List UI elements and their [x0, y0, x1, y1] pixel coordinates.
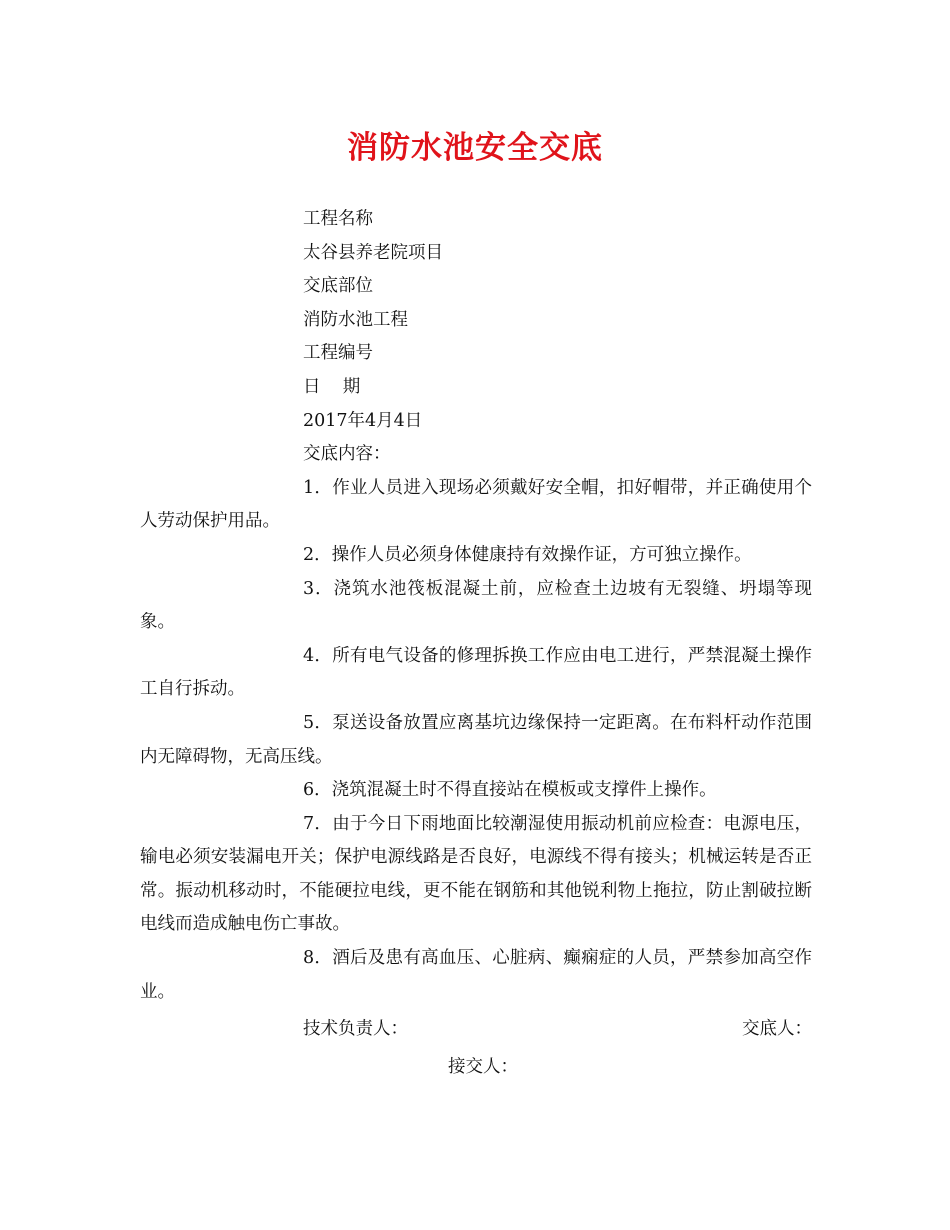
signature-receiver: 接交人：: [448, 1056, 518, 1077]
item-8: 8．酒后及患有高血压、心脏病、癫痫症的人员，严禁参加高空作业。: [140, 948, 812, 1002]
field-project-name-value: 太谷县养老院项目: [303, 242, 443, 263]
signature-row: [140, 1013, 812, 1047]
field-project-name-label: 工程名称: [303, 209, 373, 229]
item-7: 7．由于今日下雨地面比较潮湿使用振动机前应检查：电源电压，输电必须安装漏电开关；保护电源线路是否良好，电源线不得有接头；机械运转是否正常。振动机移动时，不能硬拉电线，更不能在钢筋和其他锐利物上拖拉，防止割破拉断电线而造成触电伤亡事故。: [140, 813, 812, 935]
item-5: 5．泵送设备放置应离基坑边缘保持一定距离。在布料杆动作范围内无障碍物，无高压线。: [140, 712, 812, 767]
field-date-value: 2017年4月4日: [303, 410, 423, 431]
field-date-label: 日 期: [303, 376, 361, 397]
document-body: [140, 203, 812, 1084]
signature-tech-lead: 技术负责人：: [303, 1019, 408, 1040]
field-content-label: 交底内容：: [303, 444, 391, 465]
item-3: 3．浇筑水池筏板混凝土前，应检查土边坡有无裂缝、坍塌等现象。: [140, 578, 812, 633]
field-location-label: 交底部位: [303, 276, 373, 297]
document-title: 消防水池安全交底: [347, 130, 603, 166]
field-location-value: 消防水池工程: [303, 309, 408, 330]
signature-discloser: 交底人：: [742, 1019, 812, 1040]
item-1: 1．作业人员进入现场必须戴好安全帽，扣好帽带，并正确使用个人劳动保护用品。: [140, 477, 812, 532]
item-6: 6．浇筑混凝土时不得直接站在模板或支撑件上操作。: [303, 780, 717, 801]
field-project-number-label: 工程编号: [303, 343, 373, 364]
item-2: 2．操作人员必须身体健康持有效操作证，方可独立操作。: [303, 544, 752, 565]
item-4: 4．所有电气设备的修理拆换工作应由电工进行，严禁混凝土操作工自行拆动。: [140, 645, 812, 700]
